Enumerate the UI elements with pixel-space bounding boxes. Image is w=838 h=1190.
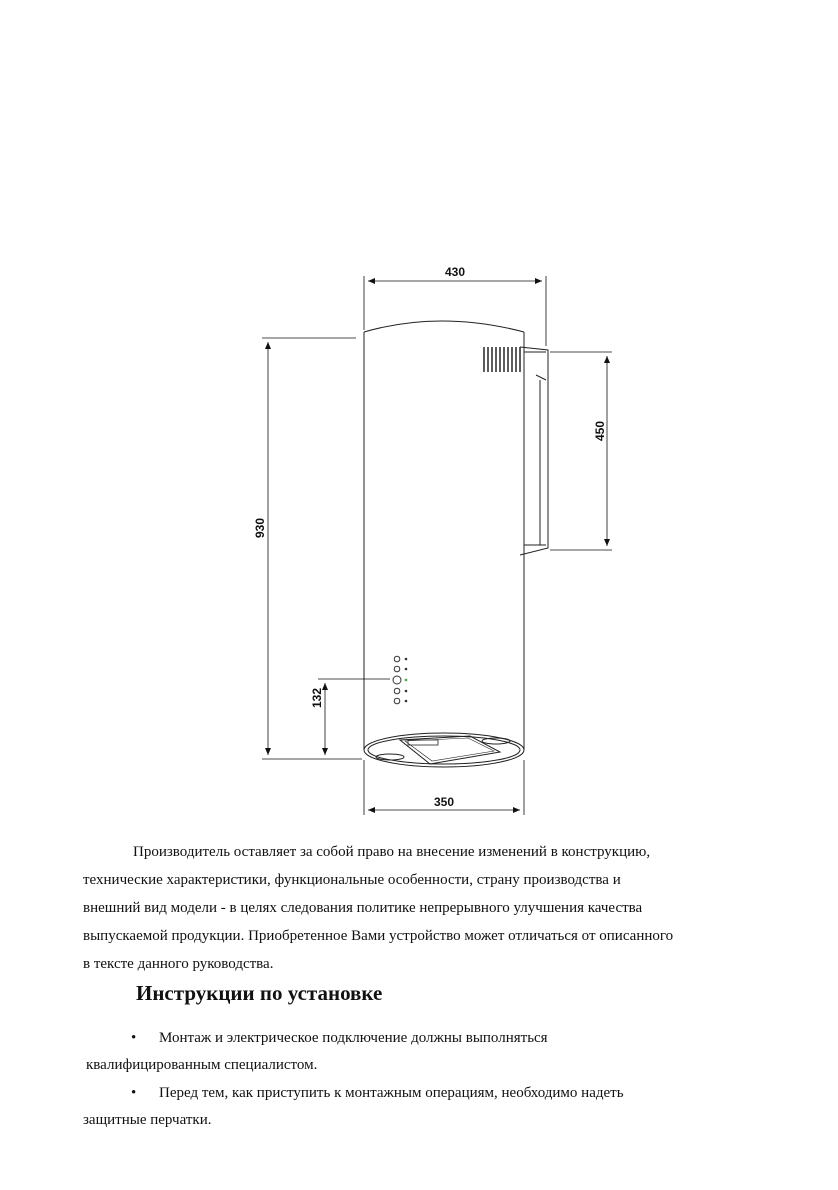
notice-line-5: в тексте данного руководства.	[83, 956, 274, 972]
list-item	[83, 1024, 733, 1052]
bullet-marker: •	[131, 1085, 137, 1101]
list-item	[83, 1079, 733, 1107]
vent-grille	[484, 347, 520, 372]
notice-line-2: технические характеристики, функциональные особенности, страну производства и	[83, 872, 621, 888]
dim-bracket-height-label: 450	[593, 420, 607, 442]
dim-panel-height	[318, 679, 390, 755]
notice-line-3: внешний вид модели - в целях следования политике непрерывного улучшения качества	[83, 900, 643, 916]
dim-top-width-label: 430	[444, 265, 466, 279]
control-panel	[393, 656, 407, 704]
bullet-2-line-1: Перед тем, как приступить к монтажным операциям, необходимо надеть	[159, 1085, 624, 1101]
bullet-marker: •	[131, 1030, 137, 1046]
notice-line-4: выпускаемой продукции. Приобретенное Вами устройство может отличаться от описанного	[83, 928, 674, 944]
bullet-1-line-2: квалифицированным специалистом.	[86, 1057, 318, 1073]
notice-line-1: Производитель оставляет за собой право на внесение изменений в конструкцию,	[133, 844, 651, 860]
dim-top-width	[364, 276, 546, 346]
bullet-1-line-1: Монтаж и электрическое подключение должны выполняться	[159, 1030, 548, 1046]
bullet-2-line-2: защитные перчатки.	[83, 1112, 212, 1128]
section-title: Инструкции по установке	[136, 981, 383, 1005]
dim-panel-height-label: 132	[310, 687, 324, 709]
dim-bracket-height	[550, 352, 612, 550]
dim-total-height-label: 930	[253, 517, 267, 539]
hood-bottom	[364, 733, 524, 767]
dim-bottom-width-label: 350	[433, 795, 455, 809]
hood-cylinder	[364, 321, 524, 750]
